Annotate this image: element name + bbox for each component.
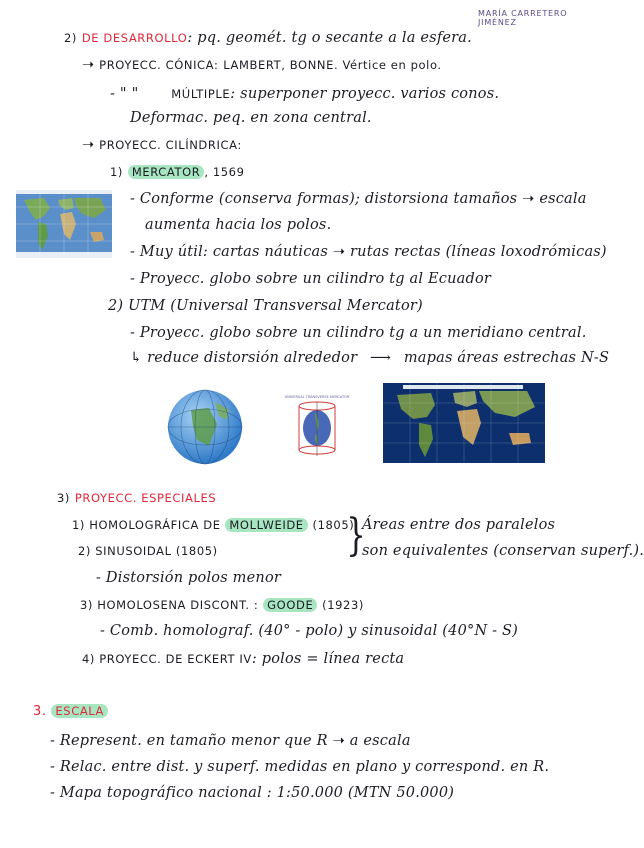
mercator-heading <box>110 164 245 180</box>
escala-heading <box>33 703 108 719</box>
diagram-label: UNIVERSAL TRANSVERSE MERCATOR <box>284 395 350 399</box>
mercator-bullet-1-cont: aumenta hacia los polos. <box>145 217 332 233</box>
brace-note-line-1: Áreas entre dos paralelos <box>362 517 556 533</box>
section-definition: : pq. geomét. tg o secante a la esfera. <box>187 30 472 46</box>
special-item-2: 2) SINUSOIDAL (1805) <box>78 544 218 558</box>
arrow-right-icon: ➝ <box>82 137 95 153</box>
utm-world-map-image <box>383 383 545 463</box>
arrow-right-icon: ➝ <box>82 57 95 73</box>
deform-line: Deformac. peq. en zona central. <box>130 110 372 126</box>
special-item-4: 4) PROYECC. DE ECKERT IV: polos = línea recta <box>82 651 405 667</box>
ditto-marks: - " " <box>110 86 139 102</box>
section-3-heading <box>57 490 216 506</box>
special-item-2-note: - Distorsión polos menor <box>96 570 282 586</box>
utm-bullet-2: ↳ reduce distorsión alrededor ⟶ mapas áreas estrechas N-S <box>130 350 610 366</box>
section-2-heading <box>64 30 472 46</box>
section-number: 3. <box>33 704 47 719</box>
mercator-bullet-3: - Proyecc. globo sobre un cilindro tg al Ecuador <box>130 271 492 287</box>
goode-label: GOODE <box>263 598 317 612</box>
author-name: MARÍA CARRETERO JIMÉNEZ <box>478 9 568 27</box>
brace-note-line-2: son equivalentes (conservan superf.). <box>362 543 644 559</box>
section-title: PROYECC. ESPECIALES <box>74 491 217 505</box>
mercator-map-image <box>16 190 112 258</box>
escala-bullet-1: - Represent. en tamaño menor que R ➝ a escala <box>50 733 411 749</box>
arrow-right-icon: ➝ <box>522 191 535 207</box>
special-item-1: 1) HOMOLOGRÁFICA DE MOLLWEIDE (1805) <box>72 518 355 532</box>
mollweide-label: MOLLWEIDE <box>225 518 307 532</box>
arrow-right-icon: ⟶ <box>370 350 392 366</box>
arrow-right-icon: ➝ <box>332 733 345 749</box>
section-title: ESCALA <box>51 704 108 718</box>
multiple-label: MÚLTIPLE <box>171 87 231 101</box>
mercator-year: , 1569 <box>204 165 245 179</box>
conica-detail: LAMBERT, BONNE. Vértice en polo. <box>223 58 442 72</box>
conica-line <box>82 57 442 73</box>
mercator-bullet-1: - Conforme (conserva formas); distorsiona tamaños ➝ escala <box>130 191 587 207</box>
utm-bullet-1: - Proyecc. globo sobre un cilindro tg a un meridiano central. <box>130 325 587 341</box>
section-number: 2) <box>64 31 78 45</box>
utm-heading: 2) UTM (Universal Transversal Mercator) <box>108 298 423 314</box>
escala-bullet-2: - Relac. entre dist. y superf. medidas en plano y correspond. en R. <box>50 759 550 775</box>
escala-bullet-3: - Mapa topográfico nacional : 1:50.000 (MTN 50.000) <box>50 785 455 801</box>
mercator-bullet-2: - Muy útil: cartas náuticas ➝ rutas rectas (líneas loxodrómicas) <box>130 244 607 260</box>
special-item-3: 3) HOMOLOSENA DISCONT. : GOODE (1923) <box>80 598 364 612</box>
section-number: 3) <box>57 491 71 505</box>
conica-label: PROYECC. CÓNICA: <box>99 58 219 72</box>
multiple-detail: : superponer proyecc. varios conos. <box>230 86 500 102</box>
cilindrica-line <box>82 137 242 153</box>
utm-cylinder-diagram <box>285 392 349 460</box>
globe-image <box>165 388 245 466</box>
special-item-3-note: - Comb. homolograf. (40° - polo) y sinusoidal (40°N - S) <box>100 623 519 639</box>
item-number: 1) <box>110 165 124 179</box>
section-title: DE DESARROLLO <box>81 31 188 45</box>
cilindrica-label: PROYECC. CILÍNDRICA: <box>99 138 242 152</box>
arrow-right-icon: ➝ <box>332 244 346 260</box>
mercator-label: MERCATOR <box>128 165 204 179</box>
curly-brace-icon: } <box>346 510 366 561</box>
multiple-line <box>110 86 499 102</box>
